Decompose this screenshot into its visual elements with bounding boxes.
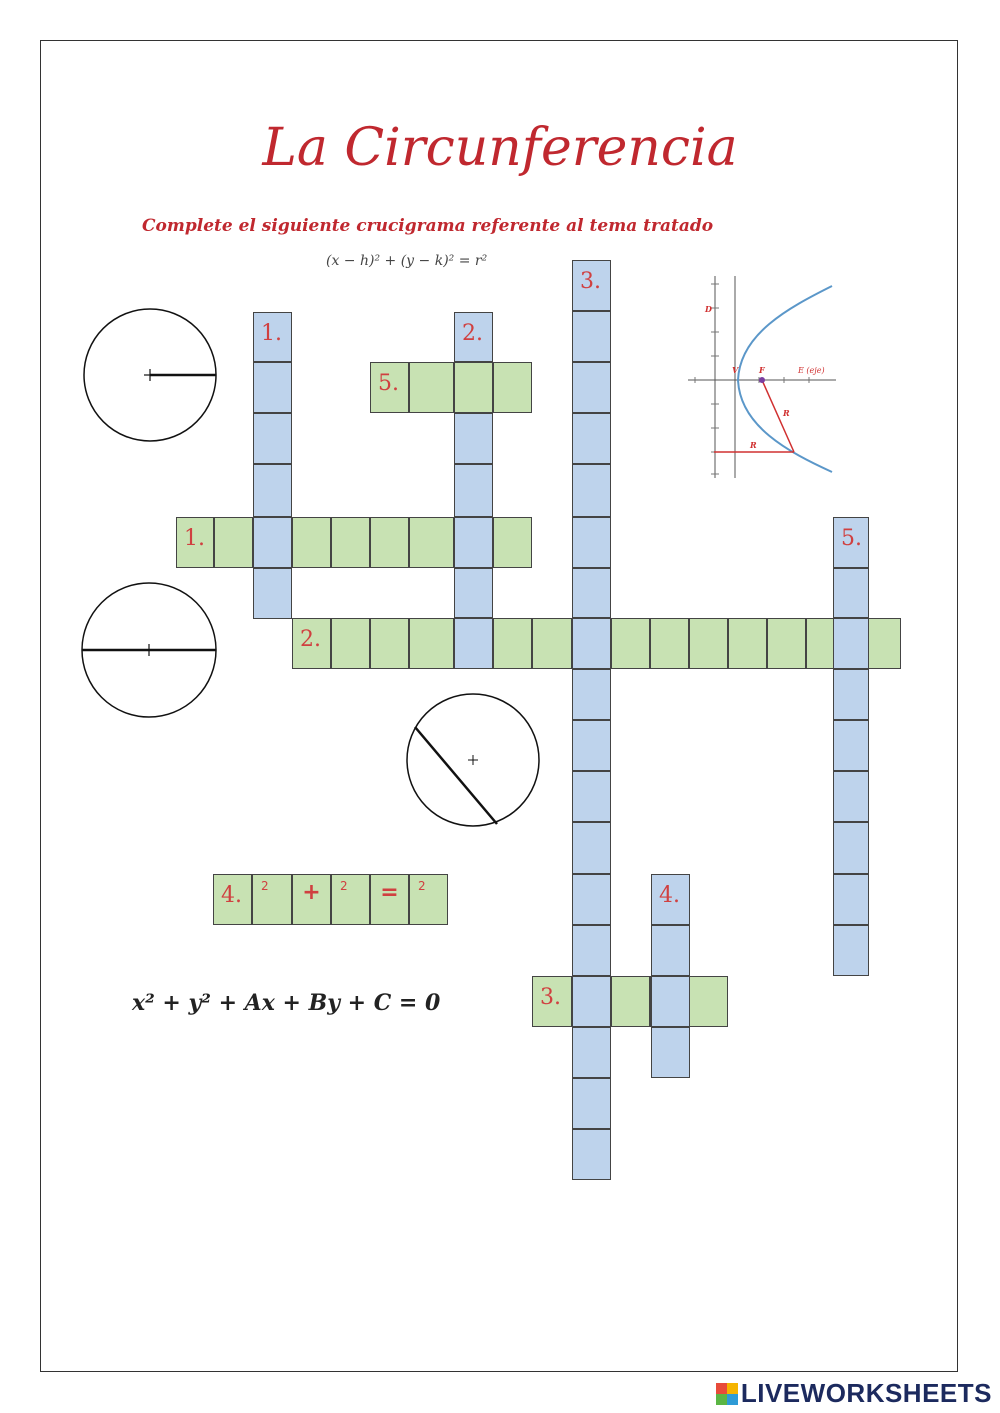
across-5-cell[interactable] xyxy=(409,362,454,413)
across-3-number: 3. xyxy=(540,985,561,1010)
across-2-cell[interactable] xyxy=(868,618,901,669)
across-2-cell[interactable] xyxy=(767,618,806,669)
across-1-cell[interactable] xyxy=(214,517,253,568)
down-3-cell[interactable] xyxy=(572,976,611,1027)
across-1-cell[interactable] xyxy=(493,517,532,568)
equals-sign: = xyxy=(380,880,399,905)
down-2-cell[interactable] xyxy=(454,517,493,568)
directrix-label: D xyxy=(705,304,712,314)
down-2-number: 2. xyxy=(462,321,483,346)
down-3-cell[interactable] xyxy=(572,771,611,822)
down-3-cell[interactable] xyxy=(572,1027,611,1078)
down-4-cell[interactable] xyxy=(651,1027,690,1078)
across-2-cell[interactable] xyxy=(611,618,650,669)
down-3-cell[interactable] xyxy=(572,362,611,413)
across-2-cell[interactable] xyxy=(650,618,689,669)
across-4-cell[interactable] xyxy=(252,874,292,925)
down-1-cell[interactable] xyxy=(253,362,292,413)
across-1-cell[interactable] xyxy=(292,517,331,568)
down-1-cell[interactable] xyxy=(253,464,292,517)
down-1-cell[interactable] xyxy=(253,413,292,464)
down-2-cell[interactable] xyxy=(454,618,493,669)
across-1-cell[interactable] xyxy=(370,517,409,568)
across-2-cell[interactable] xyxy=(728,618,767,669)
down-3-cell[interactable] xyxy=(572,720,611,771)
down-1-cell[interactable] xyxy=(253,568,292,619)
across-4-cell[interactable] xyxy=(409,874,448,925)
down-5-cell[interactable] xyxy=(833,822,869,874)
general-equation: x² + y² + Ax + By + C = 0 xyxy=(132,990,441,1016)
across-2-cell[interactable] xyxy=(493,618,532,669)
down-5-cell[interactable] xyxy=(833,669,869,720)
down-2-cell[interactable] xyxy=(454,312,493,362)
down-3-cell[interactable] xyxy=(572,822,611,874)
down-4-number: 4. xyxy=(659,883,680,908)
across-2-cell[interactable] xyxy=(409,618,454,669)
down-4-cell[interactable] xyxy=(651,976,690,1027)
axis-label: E (eje) xyxy=(798,366,825,375)
down-3-cell[interactable] xyxy=(572,1078,611,1129)
across-5-cell[interactable] xyxy=(370,362,409,413)
across-2-number: 2. xyxy=(300,627,321,652)
across-1-number: 1. xyxy=(184,526,205,551)
brand-name: LIVEWORKSHEETS xyxy=(740,1378,992,1408)
down-3-cell[interactable] xyxy=(572,311,611,362)
exponent-mark: 2 xyxy=(418,879,426,893)
vertex-label: V xyxy=(732,365,739,375)
down-3-number: 3. xyxy=(580,269,601,294)
across-2-cell[interactable] xyxy=(689,618,728,669)
focus-label: F xyxy=(759,365,765,375)
down-2-cell[interactable] xyxy=(454,568,493,618)
exponent-mark: 2 xyxy=(340,879,348,893)
down-5-cell[interactable] xyxy=(833,618,869,669)
across-3-cell[interactable] xyxy=(611,976,650,1027)
down-2-cell[interactable] xyxy=(454,464,493,517)
down-3-cell[interactable] xyxy=(572,874,611,925)
down-3-cell[interactable] xyxy=(572,925,611,976)
across-1-cell[interactable] xyxy=(331,517,370,568)
down-3-cell[interactable] xyxy=(572,413,611,464)
down-5-cell[interactable] xyxy=(833,925,869,976)
down-4-cell[interactable] xyxy=(651,925,690,976)
logo-icon xyxy=(716,1383,738,1405)
down-3-cell[interactable] xyxy=(572,517,611,568)
down-3-cell[interactable] xyxy=(572,464,611,517)
across-4-cell[interactable] xyxy=(331,874,370,925)
instructions: Complete el siguiente crucigrama referente al tema tratado xyxy=(142,216,714,236)
across-2-cell[interactable] xyxy=(331,618,370,669)
down-5-cell[interactable] xyxy=(833,517,869,568)
down-3-cell[interactable] xyxy=(572,568,611,618)
down-2-cell[interactable] xyxy=(454,413,493,464)
down-3-cell[interactable] xyxy=(572,618,611,669)
across-1-cell[interactable] xyxy=(176,517,214,568)
ordinary-equation: (x − h)² + (y − k)² = r² xyxy=(326,253,488,269)
circle-radius-figure xyxy=(82,308,222,444)
radius-label: R xyxy=(783,408,790,418)
across-2-cell[interactable] xyxy=(370,618,409,669)
across-4-number: 4. xyxy=(221,883,242,908)
across-4-cell[interactable] xyxy=(213,874,252,925)
down-5-cell[interactable] xyxy=(833,568,869,618)
circle-diameter-figure xyxy=(80,583,220,719)
down-1-number: 1. xyxy=(261,321,282,346)
parabola-graph xyxy=(688,276,838,478)
circle-chord-figure xyxy=(405,693,545,829)
across-5-cell[interactable] xyxy=(493,362,532,413)
brand-footer xyxy=(716,1378,992,1409)
down-3-cell[interactable] xyxy=(572,669,611,720)
down-5-cell[interactable] xyxy=(833,720,869,771)
page-title: La Circunferencia xyxy=(262,118,738,178)
across-3-cell[interactable] xyxy=(689,976,728,1027)
down-5-number: 5. xyxy=(841,526,862,551)
plus-sign: + xyxy=(302,880,321,905)
down-1-cell[interactable] xyxy=(253,517,292,568)
down-3-cell[interactable] xyxy=(572,1129,611,1180)
across-5-number: 5. xyxy=(378,371,399,396)
across-2-cell[interactable] xyxy=(292,618,331,669)
radius-label: R xyxy=(750,440,757,450)
across-5-cell[interactable] xyxy=(454,362,493,413)
down-5-cell[interactable] xyxy=(833,771,869,822)
down-3-cell[interactable] xyxy=(572,260,611,311)
across-3-cell[interactable] xyxy=(532,976,572,1027)
across-2-cell[interactable] xyxy=(532,618,572,669)
down-1-cell[interactable] xyxy=(253,312,292,362)
exponent-mark: 2 xyxy=(261,879,269,893)
across-1-cell[interactable] xyxy=(409,517,454,568)
across-4-cell[interactable] xyxy=(370,874,409,925)
across-4-cell[interactable] xyxy=(292,874,331,925)
down-5-cell[interactable] xyxy=(833,874,869,925)
down-4-cell[interactable] xyxy=(651,874,690,925)
